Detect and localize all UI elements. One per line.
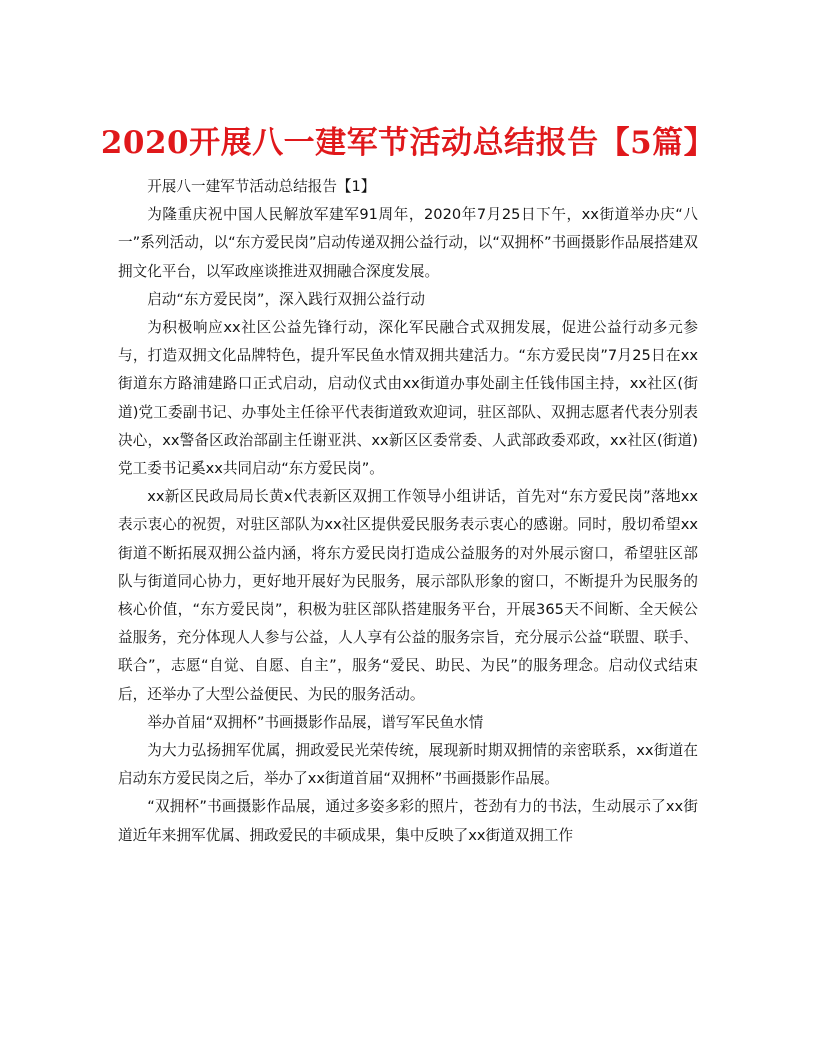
document-body	[118, 173, 698, 850]
document-title: 2020开展八一建军节活动总结报告【5篇】	[100, 124, 716, 161]
paragraph: “双拥杯”书画摄影作品展，通过多姿多彩的照片，苍劲有力的书法，生动展示了xx街道近年来拥军优属、拥政爱民的丰硕成果，集中反映了xx街道双拥工作	[118, 798, 698, 844]
paragraph: 为隆重庆祝中国人民解放军建军91周年，2020年7月25日下午，xx街道举办庆“八一”系列活动，以“东方爱民岗”启动传递双拥公益行动，以“双拥杯”书画摄影作品展搭建双拥文化平台，以军政座谈推进双拥融合深度发展。	[118, 206, 698, 280]
section-heading: 举办首届“双拥杯”书画摄影作品展，谱写军民鱼水情	[147, 713, 484, 731]
paragraph: xx新区民政局局长黄x代表新区双拥工作领导小组讲话，首先对“东方爱民岗”落地xx表示衷心的祝贺，对驻区部队为xx社区提供爱民服务表示衷心的感谢。同时，殷切希望xx街道不断拓展双拥公益内涵，将东方爱民岗打造成公益服务的对外展示窗口，希望驻区部队与街道同心协力，更好地开展好为民服务，展示部队形象的窗口，不断提升为民服务的核心价值，“东方爱民岗”，积极为驻区部队搭建服务平台，开展365天不间断、全天候公益服务，充分体现人人参与公益，人人享有公益的服务宗旨，充分展示公益“联盟、联手、联合”，志愿“自觉、自愿、自主”，服务“爱民、助民、为民”的服务理念。启动仪式结束后，还举办了大型公益便民、为民的服务活动。	[118, 488, 698, 703]
paragraph: 为积极响应xx社区公益先锋行动，深化军民融合式双拥发展，促进公益行动多元参与，打造双拥文化品牌特色，提升军民鱼水情双拥共建活力。“东方爱民岗”7月25日在xx街道东方路浦建路口正式启动，启动仪式由xx街道办事处副主任钱伟国主持，xx社区(街道)党工委副书记、办事处主任徐平代表街道致欢迎词，驻区部队、双拥志愿者代表分别表决心，xx警备区政治部副主任谢亚洪、xx新区区委常委、人武部政委邓政，xx社区(街道)党工委书记奚xx共同启动“东方爱民岗”。	[118, 319, 698, 478]
paragraph: 为大力弘扬拥军优属，拥政爱民光荣传统，展现新时期双拥情的亲密联系，xx街道在启动东方爱民岗之后，举办了xx街道首届“双拥杯”书画摄影作品展。	[118, 742, 698, 788]
section-heading: 开展八一建军节活动总结报告【1】	[147, 178, 376, 195]
section-heading: 启动“东方爱民岗”，深入践行双拥公益行动	[147, 290, 425, 308]
